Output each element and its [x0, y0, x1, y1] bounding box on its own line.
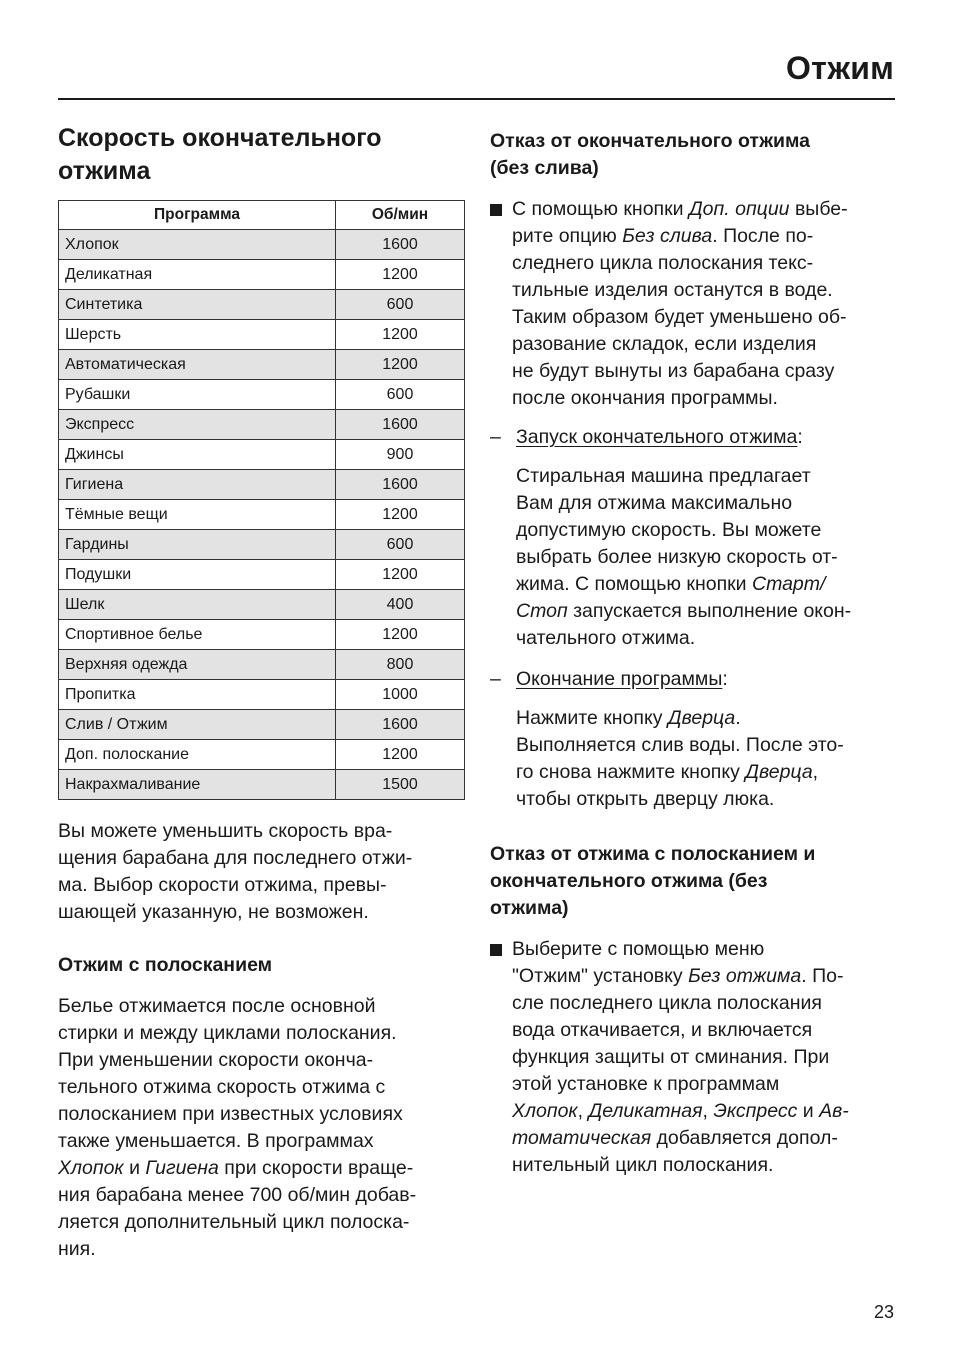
reduce-note-line: шающей указанную, не возможен.	[58, 901, 369, 923]
rinse-spin-line: ния барабана менее 700 об/мин добав-	[58, 1184, 417, 1206]
rpm-cell: 800	[336, 650, 465, 680]
rpm-cell: 400	[336, 590, 465, 620]
text: . После по-	[712, 225, 814, 247]
text: после окончания программы.	[512, 387, 778, 409]
dash-marker: –	[490, 426, 501, 448]
program-cell: Автоматическая	[59, 350, 336, 380]
text: "Отжим" установку	[512, 965, 683, 987]
left-column	[58, 122, 468, 1263]
text: Стиральная машина предлагает	[516, 465, 811, 487]
table-header-row	[59, 201, 465, 230]
text: разование складок, если изделия	[512, 333, 817, 355]
rpm-cell: 1600	[336, 710, 465, 740]
table-row	[59, 320, 465, 350]
text: рите опцию	[512, 225, 617, 247]
rinse-spin-line: также уменьшается. В программах	[58, 1130, 374, 1152]
rpm-cell: 1600	[336, 410, 465, 440]
text: выбе-	[794, 198, 848, 220]
reduce-note-line: щения барабана для последнего отжи-	[58, 847, 413, 869]
program-name: Ав-	[819, 1100, 849, 1122]
rpm-cell: 1200	[336, 320, 465, 350]
rpm-cell: 600	[336, 290, 465, 320]
program-cell: Доп. полоскание	[59, 740, 336, 770]
rpm-cell: 1200	[336, 260, 465, 290]
page-title: Отжим	[786, 50, 894, 86]
rpm-cell: 1200	[336, 350, 465, 380]
text: функция защиты от сминания. При	[512, 1046, 830, 1068]
no-drain-heading-line-2: (без слива)	[490, 157, 599, 179]
table-row	[59, 650, 465, 680]
table-row	[59, 590, 465, 620]
table-row	[59, 500, 465, 530]
button-name-door: Дверца	[745, 761, 813, 783]
text: чтобы открыть дверцу люка.	[516, 788, 775, 810]
text: ,	[702, 1100, 708, 1122]
no-spin-heading	[490, 841, 900, 922]
rinse-spin-word: при скорости враще-	[224, 1157, 414, 1179]
table-row	[59, 230, 465, 260]
table-row	[59, 710, 465, 740]
text: Таким образом будет уменьшено об-	[512, 306, 847, 328]
rpm-cell: 600	[336, 530, 465, 560]
program-name: Хлопок	[512, 1100, 578, 1122]
program-cell: Тёмные вещи	[59, 500, 336, 530]
text: не будут вынуты из барабана сразу	[512, 360, 835, 382]
rpm-cell: 600	[336, 380, 465, 410]
no-spin-heading-line: Отказ от отжима с полосканием и	[490, 843, 816, 865]
table-row	[59, 620, 465, 650]
text: :	[722, 668, 728, 690]
start-final-spin-text	[490, 463, 900, 652]
final-spin-heading-line-2: отжима	[58, 157, 151, 185]
table-row	[59, 560, 465, 590]
start-final-spin-label: Запуск окончательного отжима	[516, 426, 798, 448]
square-bullet-icon	[490, 204, 502, 216]
text: жима. С помощью кнопки	[516, 573, 747, 595]
program-name-cotton: Хлопок	[58, 1157, 124, 1179]
rpm-cell: 1000	[336, 680, 465, 710]
right-column	[490, 128, 900, 1179]
text: :	[797, 426, 803, 448]
text: Вам для отжима максимально	[516, 492, 793, 514]
square-bullet-icon	[490, 944, 502, 956]
program-cell: Экспресс	[59, 410, 336, 440]
table-row	[59, 530, 465, 560]
table-row	[59, 470, 465, 500]
page-number: 23	[873, 1302, 894, 1322]
table-row	[59, 380, 465, 410]
program-name: томатическая	[512, 1127, 652, 1149]
table-row	[59, 260, 465, 290]
program-cell: Гардины	[59, 530, 336, 560]
text: и	[802, 1100, 814, 1122]
reduce-note-line: Вы можете уменьшить скорость вра-	[58, 820, 393, 842]
option-name-no-drain: Без слива	[622, 225, 713, 247]
rinse-spin-line: ляется дополнительный цикл полоска-	[58, 1211, 410, 1233]
text: запускается выполнение окон-	[573, 600, 852, 622]
text: допустимую скорость. Вы можете	[516, 519, 822, 541]
text: этой установке к программам	[512, 1073, 780, 1095]
no-drain-bullet	[490, 196, 900, 412]
table-body	[59, 230, 465, 800]
text: Выполняется слив воды. После это-	[516, 734, 844, 756]
reduce-note-line: ма. Выбор скорости отжима, превы-	[58, 874, 387, 896]
rinse-spin-line: стирки и между циклами полоскания.	[58, 1022, 397, 1044]
program-name: Экспресс	[713, 1100, 798, 1122]
text: добавляется допол-	[656, 1127, 838, 1149]
table-row	[59, 740, 465, 770]
spin-speed-table	[58, 200, 465, 800]
button-name-options: Доп. опции	[688, 198, 790, 220]
rpm-cell: 1200	[336, 500, 465, 530]
table-row	[59, 440, 465, 470]
no-drain-heading	[490, 128, 900, 182]
text: го снова нажмите кнопку	[516, 761, 740, 783]
text: Нажмите кнопку	[516, 707, 663, 729]
button-name-door: Дверца	[667, 707, 736, 729]
no-spin-heading-line: отжима)	[490, 897, 569, 919]
table-row	[59, 410, 465, 440]
text: вода откачивается, и включается	[512, 1019, 813, 1041]
program-cell: Гигиена	[59, 470, 336, 500]
program-end-item	[490, 666, 900, 693]
program-cell: Слив / Отжим	[59, 710, 336, 740]
no-drain-heading-line-1: Отказ от окончательного отжима	[490, 130, 811, 152]
rpm-cell: 1600	[336, 470, 465, 500]
program-name: Деликатная	[588, 1100, 703, 1122]
rinse-spin-line: полосканием при известных условиях	[58, 1103, 403, 1125]
program-cell: Пропитка	[59, 680, 336, 710]
rinse-spin-line: Белье отжимается после основной	[58, 995, 376, 1017]
final-spin-heading	[58, 122, 468, 188]
program-cell: Синтетика	[59, 290, 336, 320]
text: С помощью кнопки	[512, 198, 684, 220]
button-name-stop: Стоп	[516, 600, 568, 622]
button-name-start: Старт/	[751, 573, 826, 595]
table-row	[59, 290, 465, 320]
program-cell: Джинсы	[59, 440, 336, 470]
text: ,	[812, 761, 819, 783]
text: ,	[577, 1100, 584, 1122]
rinse-spin-line: При уменьшении скорости оконча-	[58, 1049, 374, 1071]
title-rule	[58, 98, 895, 100]
program-cell: Накрахмаливание	[59, 770, 336, 800]
rpm-cell: 900	[336, 440, 465, 470]
rpm-cell: 1200	[336, 620, 465, 650]
program-cell: Верхняя одежда	[59, 650, 336, 680]
table-row	[59, 350, 465, 380]
program-cell: Подушки	[59, 560, 336, 590]
rinse-spin-heading: Отжим с полосканием	[58, 954, 273, 976]
col-rpm-header: Об/мин	[336, 201, 465, 230]
no-spin-heading-line: окончательного отжима (без	[490, 870, 768, 892]
program-cell: Спортивное белье	[59, 620, 336, 650]
rpm-cell: 1200	[336, 740, 465, 770]
col-program-header: Программа	[59, 201, 336, 230]
rpm-cell: 1500	[336, 770, 465, 800]
text: выбрать более низкую скорость от-	[516, 546, 838, 568]
text: . По-	[801, 965, 844, 987]
rinse-spin-line: ния.	[58, 1238, 96, 1260]
text: нительный цикл полоскания.	[512, 1154, 774, 1176]
text: Выберите с помощью меню	[512, 938, 765, 960]
option-name-no-spin: Без отжима	[688, 965, 802, 987]
reduce-note	[58, 818, 468, 926]
table-row	[59, 680, 465, 710]
program-cell: Шелк	[59, 590, 336, 620]
program-end-label: Окончание программы	[516, 668, 723, 690]
no-spin-bullet	[490, 936, 900, 1179]
dash-marker: –	[490, 668, 501, 690]
rinse-spin-line: тельного отжима скорость отжима с	[58, 1076, 386, 1098]
program-cell: Хлопок	[59, 230, 336, 260]
program-name-hygiene: Гигиена	[145, 1157, 219, 1179]
final-spin-heading-line-1: Скорость окончательного	[58, 124, 382, 152]
text: чательного отжима.	[516, 627, 696, 649]
table-row	[59, 770, 465, 800]
rinse-spin-text	[58, 993, 468, 1263]
text: следнего цикла полоскания текс-	[512, 252, 814, 274]
rpm-cell: 1600	[336, 230, 465, 260]
program-end-text	[490, 705, 900, 813]
program-cell: Рубашки	[59, 380, 336, 410]
text: тильные изделия останутся в воде.	[512, 279, 833, 301]
program-cell: Шерсть	[59, 320, 336, 350]
text: сле последнего цикла полоскания	[512, 992, 822, 1014]
program-cell: Деликатная	[59, 260, 336, 290]
text: .	[735, 707, 741, 729]
rpm-cell: 1200	[336, 560, 465, 590]
start-final-spin-item	[490, 424, 900, 451]
rinse-spin-word: и	[129, 1157, 140, 1179]
